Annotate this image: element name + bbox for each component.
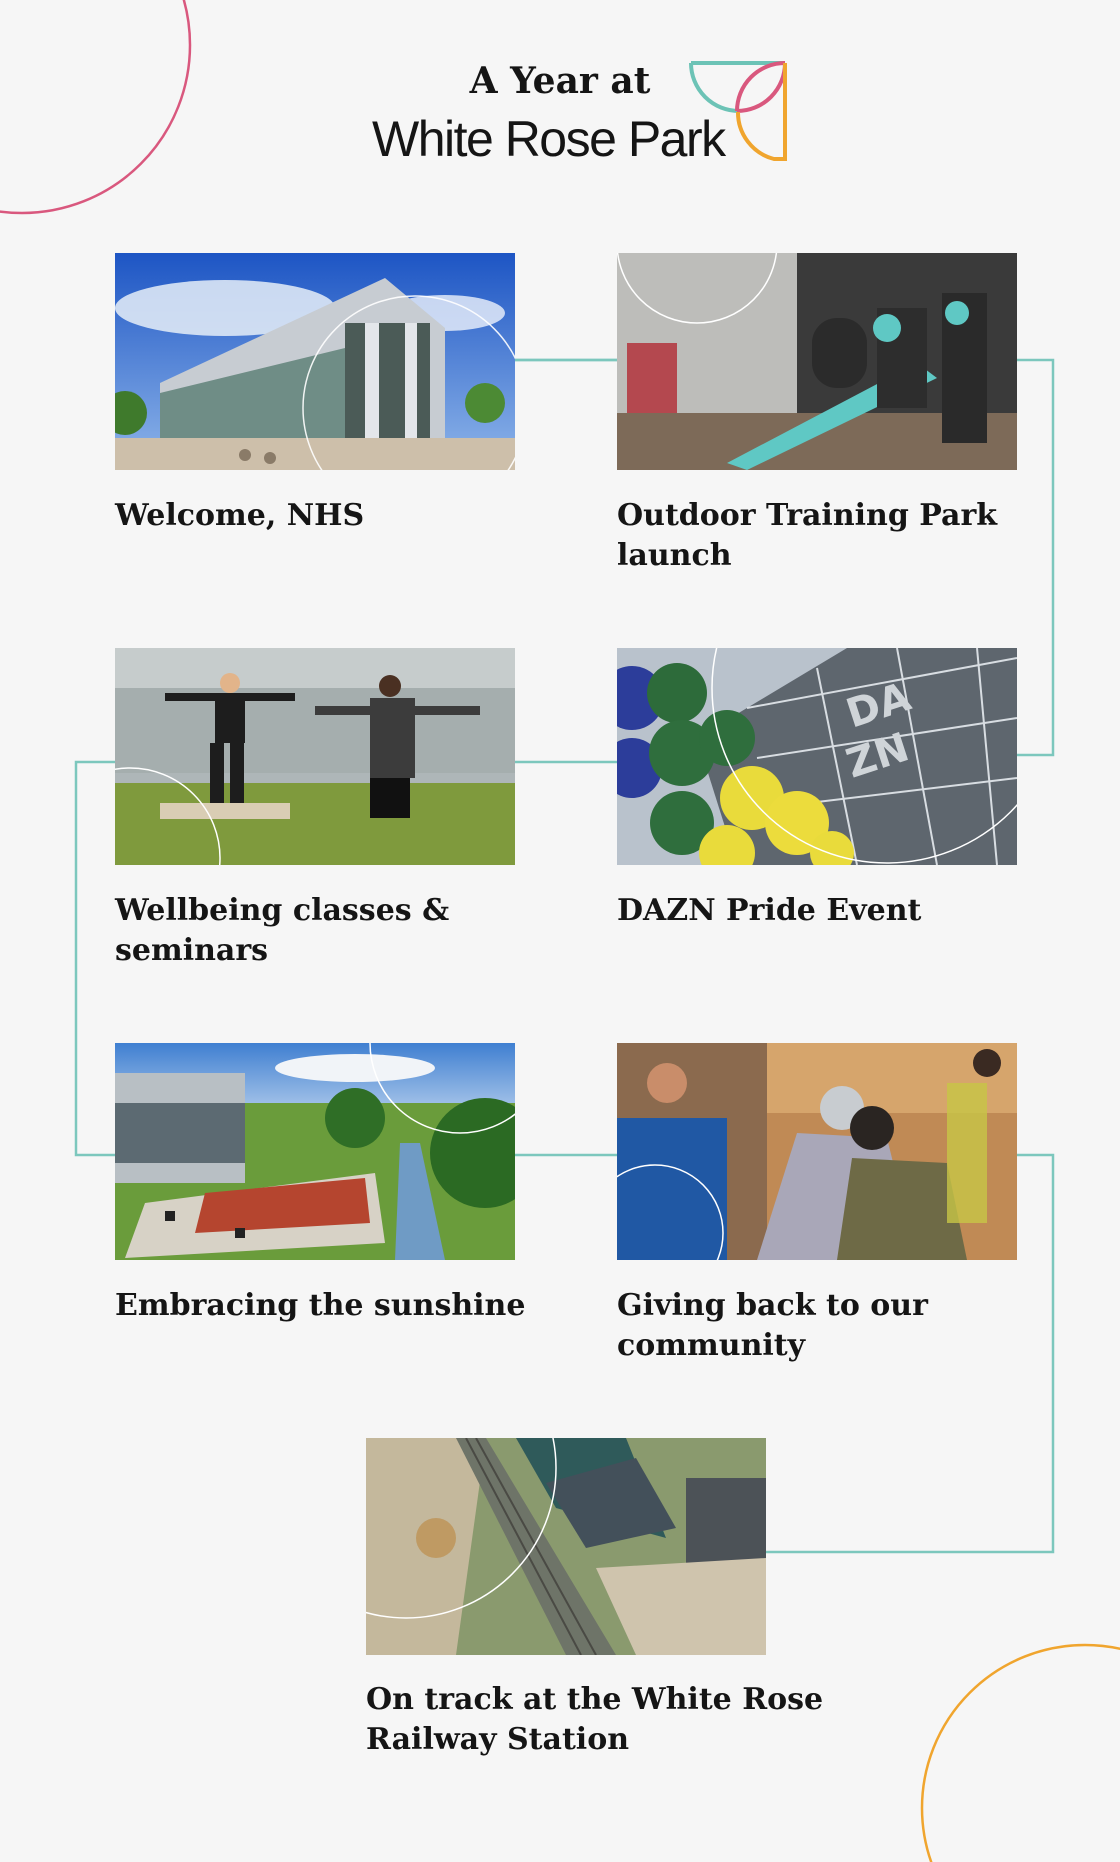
railway-aerial-photo: [366, 1438, 766, 1655]
event-caption-3: Wellbeing classes & seminars: [115, 893, 450, 968]
balloons-building-photo: [617, 648, 1017, 865]
header-title-line1: A Year at: [469, 60, 651, 102]
pink-circle-decoration: [0, 0, 190, 213]
event-caption-7: On track at the White Rose Railway Station: [366, 1682, 824, 1757]
courtyard-aerial-photo: [115, 1043, 515, 1260]
office-building-photo: [115, 253, 515, 470]
gym-equipment-photo: [617, 253, 1017, 470]
event-caption-5: Embracing the sunshine: [115, 1288, 526, 1323]
event-caption-6: Giving back to our community: [617, 1288, 928, 1363]
header-title-line2: White Rose Park: [372, 111, 725, 167]
yoga-class-photo: [115, 648, 515, 865]
event-caption-1: Welcome, NHS: [115, 498, 365, 533]
white-rose-park-logo-icon: [688, 60, 788, 164]
event-caption-4: DAZN Pride Event: [617, 893, 922, 928]
orange-circle-decoration: [922, 1645, 1120, 1862]
svg-text:DA: DA: [840, 673, 917, 738]
svg-text:ZN: ZN: [840, 724, 915, 788]
community-hug-photo: [617, 1043, 1017, 1260]
event-caption-2: Outdoor Training Park launch: [617, 498, 998, 573]
